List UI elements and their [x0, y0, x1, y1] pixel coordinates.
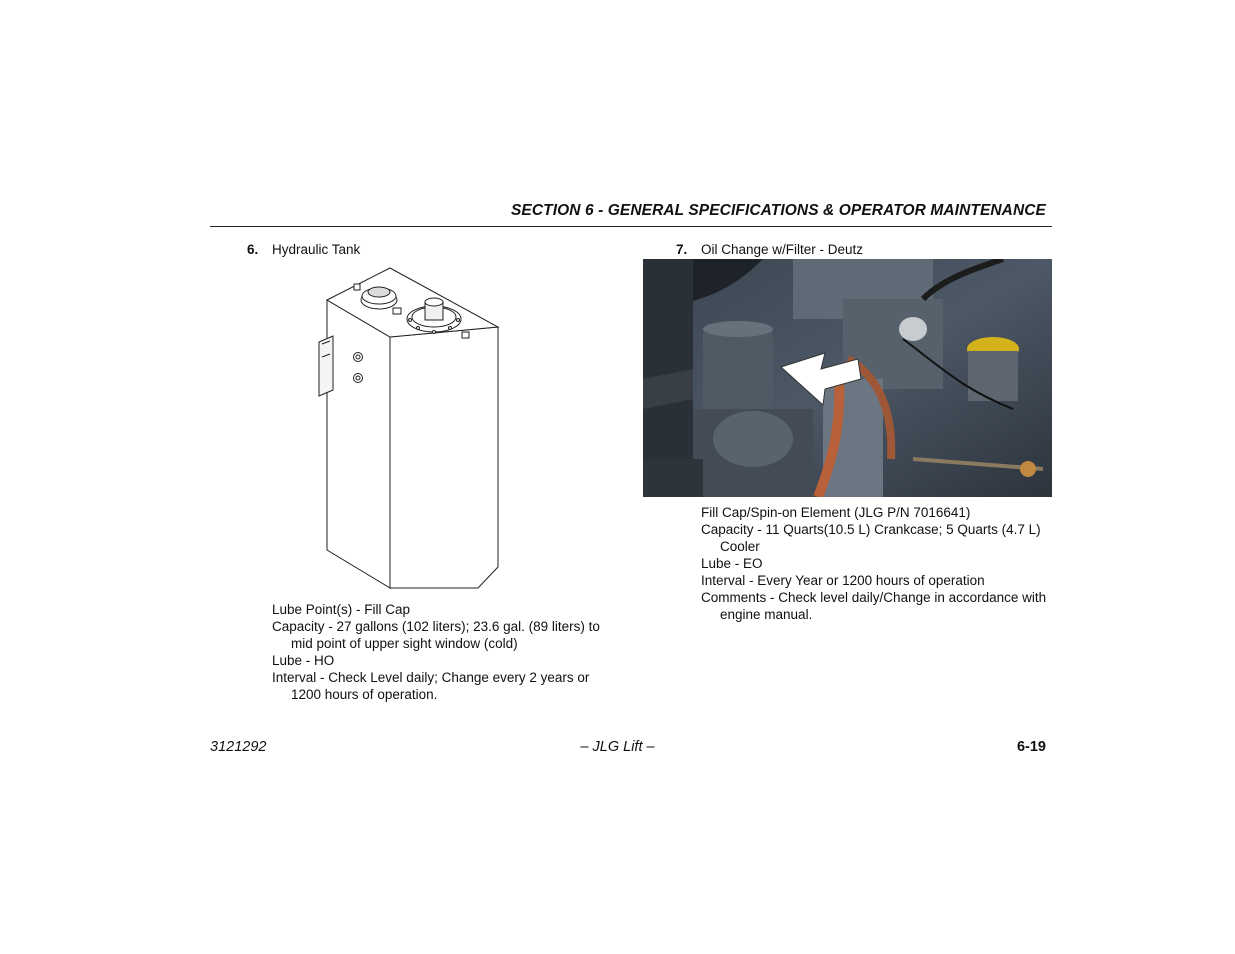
item-heading-oil-change	[676, 242, 863, 257]
spec-line: Lube - HO	[272, 653, 335, 668]
spec-line: Interval - Every Year or 1200 hours of operation	[701, 573, 985, 588]
spec-line: Interval - Check Level daily; Change every 2 years or 1200 hours of operation.	[272, 670, 590, 702]
hydraulic-tank-illustration	[300, 262, 520, 594]
spec-line: Capacity - 11 Quarts(10.5 L) Crankcase; 5 Quarts (4.7 L) Cooler	[701, 522, 1041, 554]
spec-line: Fill Cap/Spin-on Element (JLG P/N 7016641)	[701, 505, 971, 520]
page-number: 6-19	[1016, 739, 1046, 755]
footer-center-text: – JLG Lift –	[580, 739, 655, 755]
item-number: 6.	[247, 242, 259, 257]
spec-line: Comments - Check level daily/Change in accordance with engine manual.	[701, 590, 1047, 622]
item-number: 7.	[676, 242, 688, 257]
oil-change-specs	[701, 504, 1056, 623]
section-header	[210, 202, 1052, 227]
spec-line: Capacity - 27 gallons (102 liters); 23.6 gal. (89 liters) to mid point of upper sight window (cold)	[272, 619, 600, 651]
hydraulic-tank-specs	[272, 601, 622, 703]
spec-line: Lube Point(s) - Fill Cap	[272, 602, 411, 617]
item-heading-hydraulic-tank	[247, 242, 360, 257]
engine-oil-filter-photo	[643, 259, 1052, 497]
item-title: Oil Change w/Filter - Deutz	[701, 242, 864, 257]
item-title: Hydraulic Tank	[272, 242, 361, 257]
footer-doc-number: 3121292	[210, 739, 267, 755]
section-title: SECTION 6 - GENERAL SPECIFICATIONS & OPERATOR MAINTENANCE	[510, 202, 1046, 219]
spec-line: Lube - EO	[701, 556, 763, 571]
